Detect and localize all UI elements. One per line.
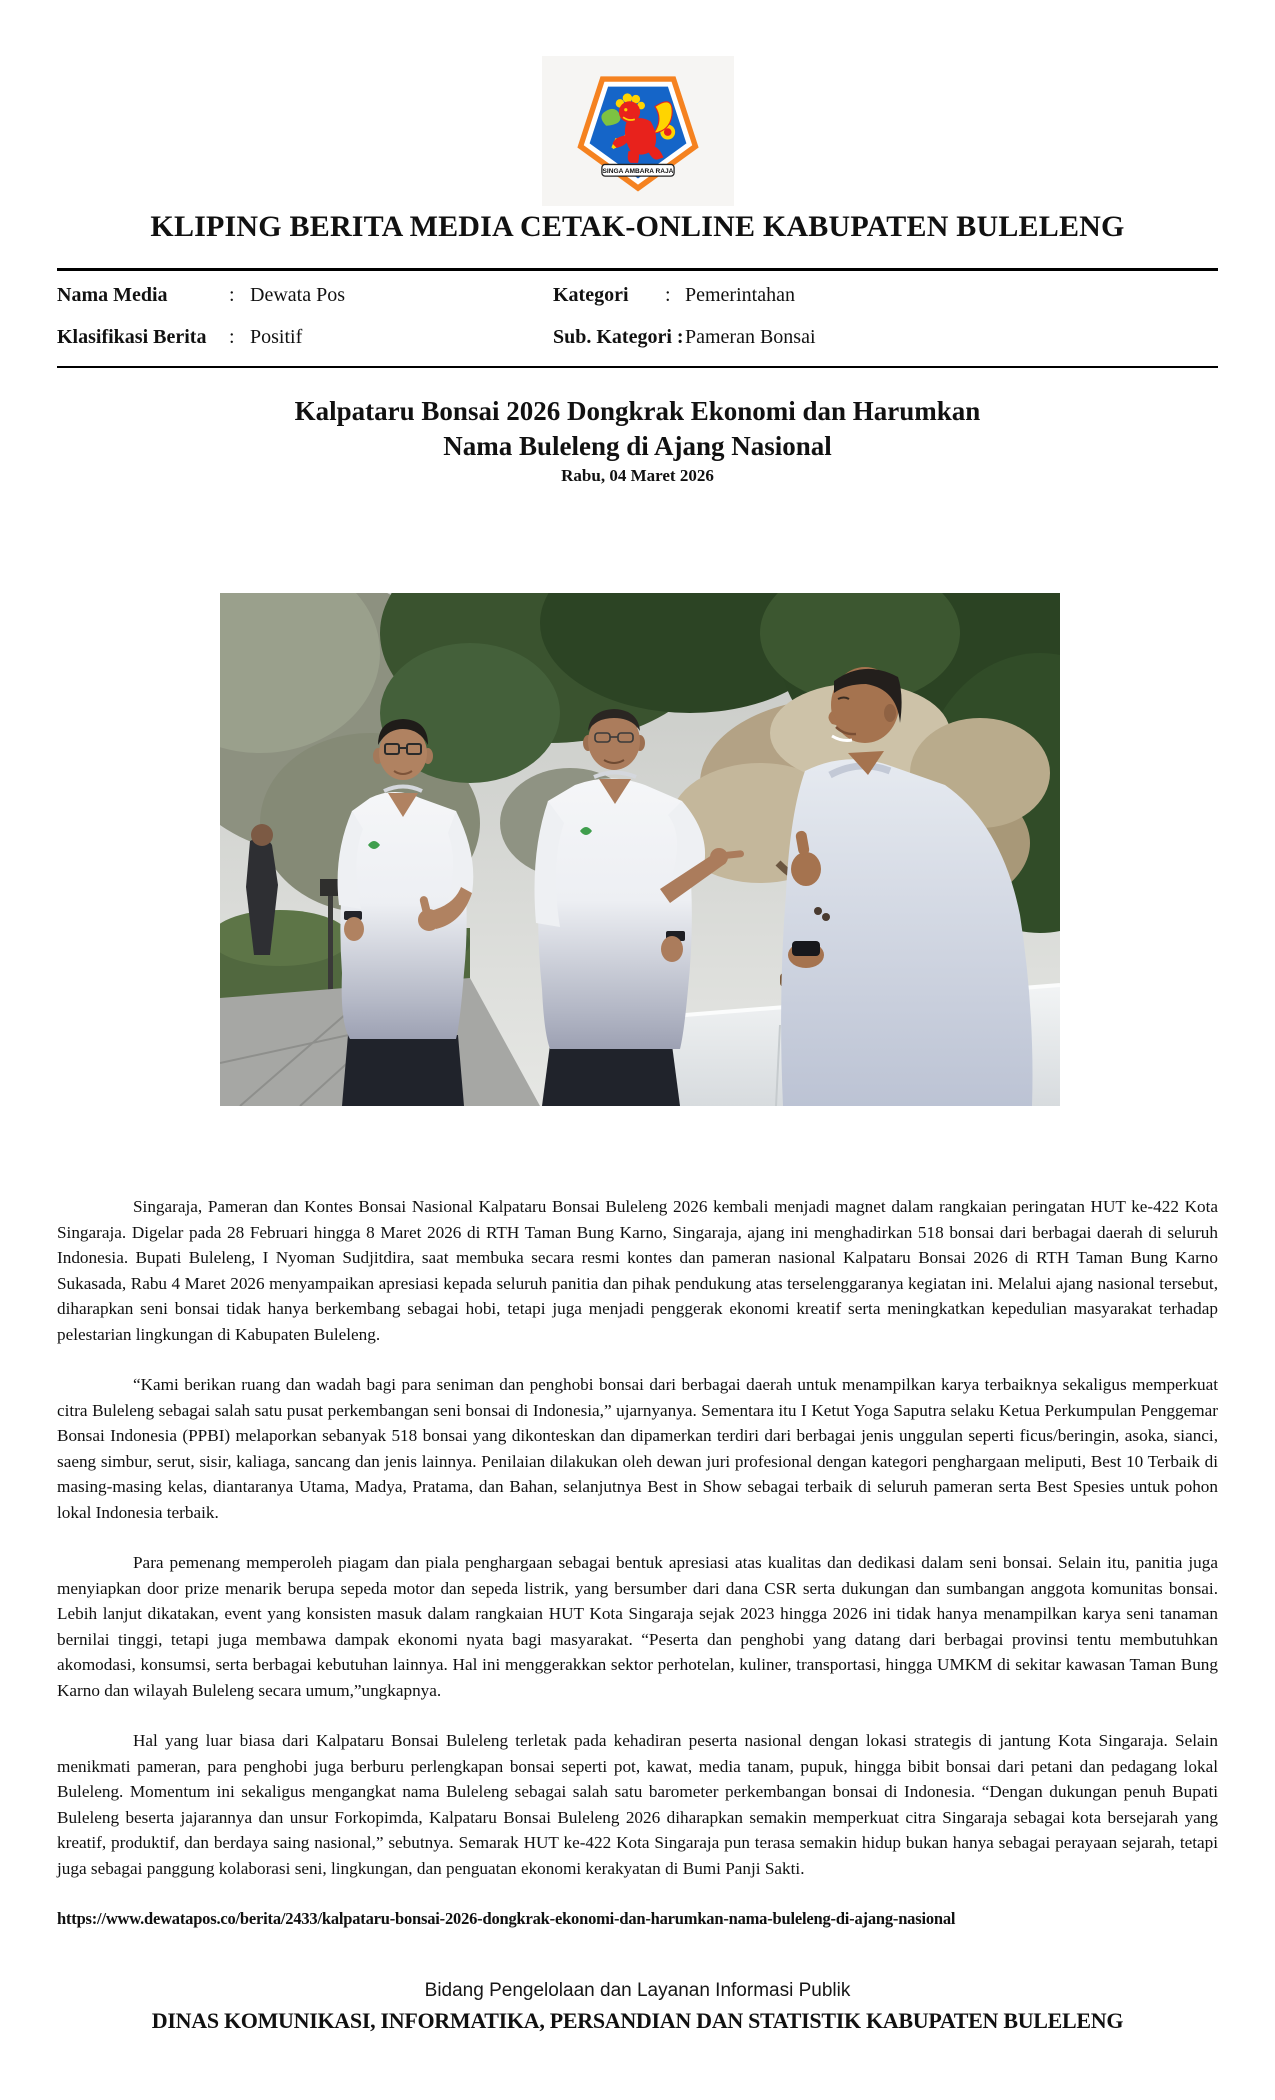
nama-media-value: Dewata Pos <box>250 284 345 306</box>
footer-division: Bidang Pengelolaan dan Layanan Informasi Publik <box>424 1980 851 2001</box>
article-title-line1: Kalpataru Bonsai 2026 Dongkrak Ekonomi dan Harumkan <box>294 396 981 426</box>
paragraph-3: Para pemenang memperoleh piagam dan piala penghargaan sebagai bentuk apresiasi atas kualitas dan dedikasi dalam seni bonsai. Selain itu, panitia juga menyiapkan door prize menarik berupa sepeda motor dan sepeda listrik, yang bersumber dari dana CSR serta dukungan dan sumbangan anggota komunitas bonsai. Lebih lanjut dikatakan, event yang konsisten masuk dalam rangkaian HUT Kota Singaraja sejak 2023 hingga 2026 ini tidak hanya menampilkan karya seni tanaman bernilai tinggi, tetapi juga membawa dampak ekonomi nyata bagi masyarakat. “Peserta dan penghobi yang datang dari berbagai provinsi tentu membutuhkan akomodasi, konsumsi, serta berbagai kebutuhan lainnya. Hal ini menggerakkan sektor perhotelan, kuliner, transportasi, hingga UMKM di sekitar kawasan Taman Bung Karno dan wilayah Buleleng secara umum,”ungkapnya. <box>57 1553 1218 1700</box>
emblem-banner <box>602 164 674 176</box>
klasifikasi-value: Positif <box>250 326 303 348</box>
nama-media-label: Nama Media <box>57 284 168 306</box>
page-title: KLIPING BERITA MEDIA CETAK-ONLINE KABUPATEN BULELENG <box>150 210 1125 243</box>
buleleng-emblem <box>542 56 734 206</box>
source-url-link[interactable]: https://www.dewatapos.co/berita/2433/kalpataru-bonsai-2026-dongkrak-ekonomi-dan-harumkan-nama-buleleng-di-ajang-nasional <box>57 1909 956 1928</box>
colon: : <box>229 284 235 306</box>
sub-kategori-label: Sub. Kategori : <box>553 326 684 348</box>
sub-kategori-value: Pameran Bonsai <box>685 326 816 348</box>
paragraph-4: Hal yang luar biasa dari Kalpataru Bonsai Buleleng terletak pada kehadiran peserta nasional dengan lokasi strategis di jantung Kota Singaraja. Selain menikmati pameran, para penghobi juga berburu perlengkapan bonsai seperti pot, kawat, media tanam, pupuk, hingga bibit bonsai dari petani dan pedagang lokal Buleleng. Momentum ini sekaligus mengangkat nama Buleleng sebagai salah satu barometer perkembangan bonsai di Indonesia. “Dengan dukungan penuh Bupati Buleleng beserta jajarannya dan unsur Forkopimda, Kalpataru Bonsai Buleleng 2026 diharapkan semakin memperkuat citra Singaraja sebagai kota bersejarah yang kreatif, produktif, dan berdaya saing nasional,” sebutnya. Semarak HUT ke-422 Kota Singaraja pun terasa semakin hidup bukan hanya sebagai perayaan sejarah, tetapi juga sebagai panggung kolaborasi seni, lingkungan, dan penguatan ekonomi kerakyatan di Bumi Panji Sakti. <box>57 1731 1218 1878</box>
article-photo <box>220 593 1060 1106</box>
paragraph-2: “Kami berikan ruang dan wadah bagi para seniman dan penghobi bonsai dari berbagai daerah untuk menampilkan karya terbaiknya sekaligus memperkuat citra Buleleng sebagai salah satu pusat perkembangan seni bonsai di Indonesia,” ujarnyanya. Sementara itu I Ketut Yoga Saputra selaku Ketua Perkumpulan Penggemar Bonsai Indonesia (PPBI) melaporkan sebanyak 518 bonsai yang dikonteskan dan dipamerkan terdiri dari berbagai jenis unggulan seperti ficus/beringin, asoka, sianci, saeng simbur, serut, sisir, kaliaga, sancang dan jenis lainnya. Penilaian dilakukan oleh dewan juri profesional dengan kategori penghargaan meliputi, Best 10 Terbaik di masing-masing kelas, diantaranya Utama, Madya, Pratama, dan Bahan, selanjutnya Best in Show sebagai terbaik di seluruh pameran serta Best Spesies untuk pohon lokal Indonesia terbaik. <box>57 1375 1218 1522</box>
article-date: Rabu, 04 Maret 2026 <box>561 466 714 485</box>
paragraph-1: Singaraja, Pameran dan Kontes Bonsai Nasional Kalpataru Bonsai Buleleng 2026 kembali menjadi magnet dalam rangkaian peringatan HUT ke-422 Kota Singaraja. Digelar pada 28 Februari hingga 8 Maret 2026 di RTH Taman Bung Karno, Singaraja, ajang ini menghadirkan 518 bonsai dari berbagai daerah di seluruh Indonesia. Bupati Buleleng, I Nyoman Sudjitdira, saat membuka secara resmi kontes dan pameran nasional Kalpataru Bonsai 2026 di RTH Taman Bung Karno Sukasada, Rabu 4 Maret 2026 menyampaikan apresiasi kepada seluruh panitia dan pihak pendukung atas terselenggaranya kegiatan ini. Melalui ajang nasional tersebut, diharapkan seni bonsai tidak hanya berkembang sebagai hobi, tetapi juga menjadi penggerak ekonomi kreatif serta meningkatkan kepedulian masyarakat terhadap pelestarian lingkungan di Kabupaten Buleleng. <box>57 1197 1218 1344</box>
article-title-line2: Nama Buleleng di Ajang Nasional <box>443 431 832 461</box>
article-body <box>57 1194 1218 1932</box>
colon: : <box>665 284 671 306</box>
kategori-label: Kategori <box>553 284 629 306</box>
emblem-banner-text: SINGA AMBARA RAJA <box>602 168 674 176</box>
buleleng-emblem-icon <box>563 62 713 200</box>
kategori-value: Pemerintahan <box>685 284 795 306</box>
colon: : <box>229 326 235 348</box>
divider-meta <box>57 366 1218 368</box>
klasifikasi-label: Klasifikasi Berita <box>57 326 207 348</box>
divider-top <box>57 268 1218 271</box>
footer-agency: DINAS KOMUNIKASI, INFORMATIKA, PERSANDIAN DAN STATISTIK KABUPATEN BULELENG <box>151 2008 1124 2033</box>
